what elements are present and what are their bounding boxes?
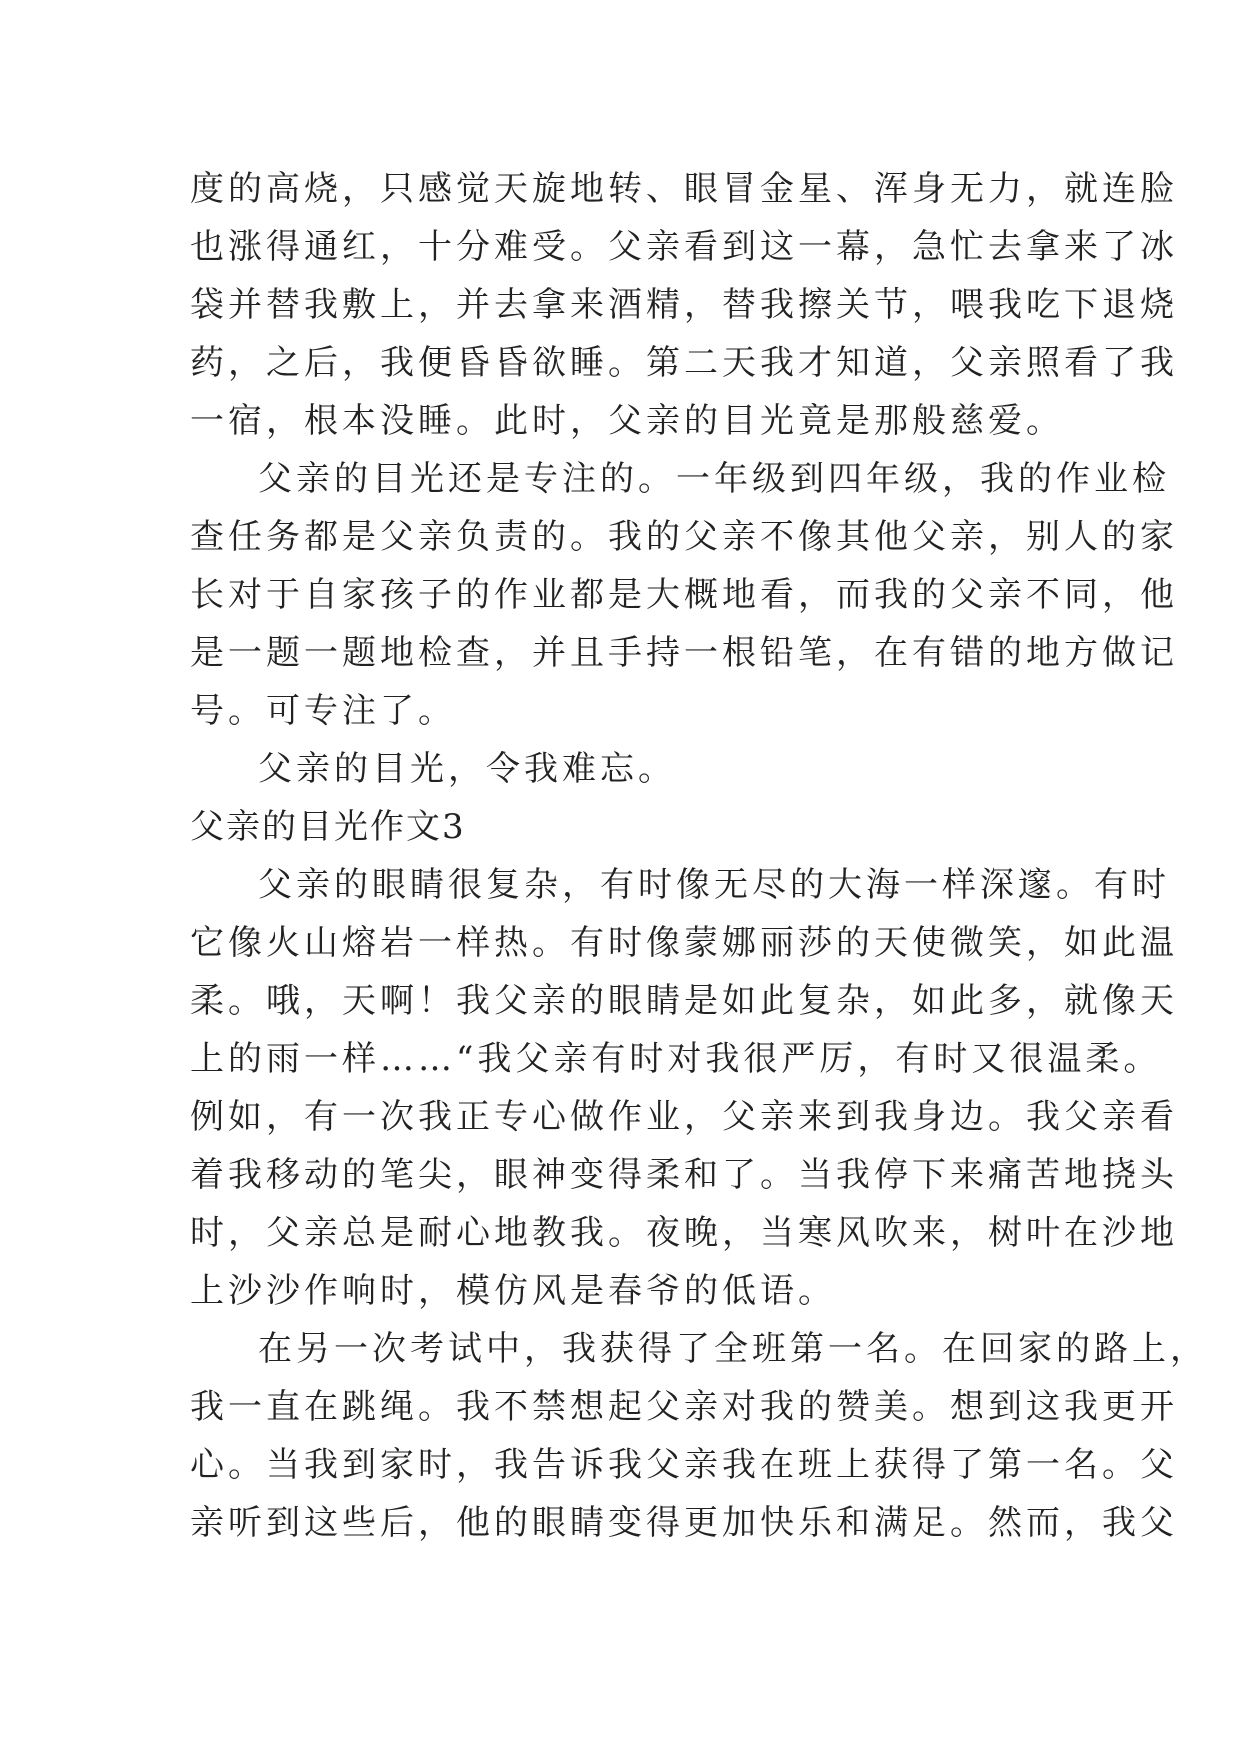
paragraph-start-line: 在另一次考试中，我获得了全班第一名。在回家的路上， bbox=[258, 1329, 1208, 1369]
text-line: 它像火山熔岩一样热。有时像蒙娜丽莎的天使微笑，如此温 bbox=[190, 923, 1178, 963]
text-line: 上的雨一样……“我父亲有时对我很严厉，有时又很温柔。 bbox=[190, 1039, 1162, 1079]
text-line: 是一题一题地检查，并且手持一根铅笔，在有错的地方做记 bbox=[190, 633, 1178, 673]
text-line: 查任务都是父亲负责的。我的父亲不像其他父亲，别人的家 bbox=[190, 517, 1178, 557]
text-line: 着我移动的笔尖，眼神变得柔和了。当我停下来痛苦地挠头 bbox=[190, 1155, 1178, 1195]
text-line: 药，之后，我便昏昏欲睡。第二天我才知道，父亲照看了我 bbox=[190, 343, 1178, 383]
text-line: 我一直在跳绳。我不禁想起父亲对我的赞美。想到这我更开 bbox=[190, 1387, 1178, 1427]
text-line: 号。可专注了。 bbox=[190, 691, 456, 731]
text-line: 一宿，根本没睡。此时，父亲的目光竟是那般慈爱。 bbox=[190, 401, 1064, 441]
text-line: 长对于自家孩子的作业都是大概地看，而我的父亲不同，他 bbox=[190, 575, 1178, 615]
text-line: 上沙沙作响时，模仿风是春爷的低语。 bbox=[190, 1271, 836, 1311]
text-line: 袋并替我敷上，并去拿来酒精，替我擦关节，喂我吃下退烧 bbox=[190, 285, 1178, 325]
document-page bbox=[190, 160, 1208, 1552]
paragraph-start-line: 父亲的目光，令我难忘。 bbox=[258, 749, 676, 789]
text-line: 亲听到这些后，他的眼睛变得更加快乐和满足。然而，我父 bbox=[190, 1503, 1178, 1543]
text-line: 例如，有一次我正专心做作业，父亲来到我身边。我父亲看 bbox=[190, 1097, 1178, 1137]
text-line: 也涨得通红，十分难受。父亲看到这一幕，急忙去拿来了冰 bbox=[190, 227, 1178, 267]
text-line: 心。当我到家时，我告诉我父亲我在班上获得了第一名。父 bbox=[190, 1445, 1178, 1485]
text-line: 度的高烧，只感觉天旋地转、眼冒金星、浑身无力，就连脸 bbox=[190, 169, 1178, 209]
paragraph-start-line: 父亲的目光还是专注的。一年级到四年级，我的作业检 bbox=[258, 459, 1170, 499]
section-heading: 父亲的目光作文3 bbox=[190, 807, 466, 847]
paragraph-start-line: 父亲的眼睛很复杂，有时像无尽的大海一样深邃。有时 bbox=[258, 865, 1170, 905]
text-line: 时，父亲总是耐心地教我。夜晚，当寒风吹来，树叶在沙地 bbox=[190, 1213, 1178, 1253]
text-line: 柔。哦，天啊！我父亲的眼睛是如此复杂，如此多，就像天 bbox=[190, 981, 1178, 1021]
